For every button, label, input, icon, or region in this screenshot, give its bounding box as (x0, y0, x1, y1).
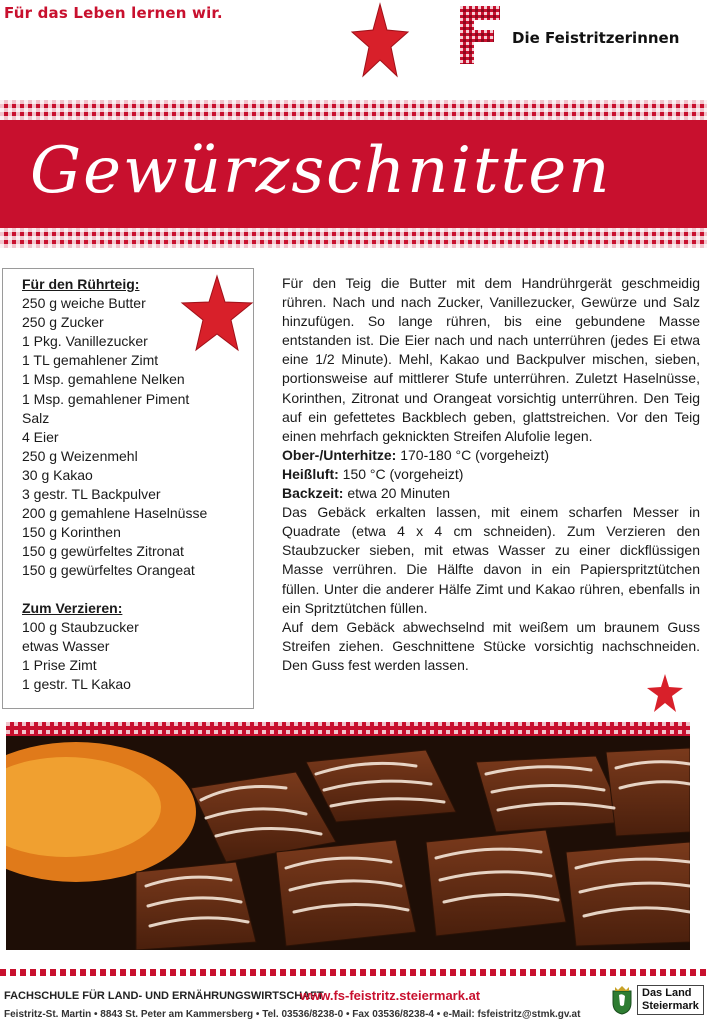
ingredient-item: 250 g weiche Butter (22, 295, 146, 312)
convection-heat (282, 465, 700, 484)
school-website-link[interactable]: www.fs-feistritz.steiermark.at (300, 988, 481, 1003)
decor-list (22, 618, 253, 694)
ingredient-item: 1 Prise Zimt (22, 656, 97, 673)
red-checkered-f-icon (460, 6, 500, 64)
school-address: Feistritz-St. Martin • 8843 St. Peter am Kammersberg • Tel. 03536/8238-0 • Fax 03536/8238-4 • e-Mail: fsfeistritz@stmk.gv.at (4, 1009, 581, 1020)
footer-divider (0, 969, 707, 976)
land-name (637, 985, 704, 1015)
land-steiermark-logo (611, 985, 704, 1015)
red-star-icon (350, 2, 410, 80)
ingredient-item: etwas Wasser (22, 637, 110, 654)
recipe-title: Gewürzschnitten (30, 134, 612, 208)
ingredient-item: 1 Msp. gemahlene Nelken (22, 371, 185, 388)
ingredient-item: Salz (22, 409, 50, 426)
ingredient-item: 150 g gewürfeltes Orangeat (22, 562, 195, 579)
ingredient-item: 100 g Staubzucker (22, 618, 139, 635)
convection-label: Heißluft: (282, 465, 339, 482)
ingredient-item: 3 gestr. TL Backpulver (22, 486, 161, 503)
title-banner (0, 100, 707, 248)
top-bottom-heat-label: Ober-/Unterhitze: (282, 446, 397, 463)
decor-heading: Zum Verzieren: (22, 599, 123, 616)
ingredient-item: 200 g gemahlene Haselnüsse (22, 505, 208, 522)
styria-crest-icon (611, 985, 633, 1015)
ingredient-item: 150 g gewürfeltes Zitronat (22, 543, 184, 560)
top-bottom-heat (282, 446, 700, 465)
bake-time-label: Backzeit: (282, 485, 344, 502)
ingredient-item: 1 TL gemahlener Zimt (22, 352, 159, 369)
ingredient-item: 250 g Zucker (22, 314, 104, 331)
bake-time (282, 484, 700, 503)
ingredient-item: 150 g Korinthen (22, 524, 121, 541)
instructions-finish: Auf dem Gebäck abwechselnd mit weißem um braunem Guss Streifen ziehen. Geschnittene Stücke vorsichtig nachschneiden. Den Guss fest werden lassen. (282, 618, 700, 673)
ingredient-item: 1 Msp. gemahlener Piment (22, 390, 190, 407)
ingredient-item: 1 gestr. TL Kakao (22, 675, 131, 692)
brand (460, 6, 679, 64)
top-bottom-heat-value: 170-180 °C (vorgeheizt) (396, 446, 550, 463)
ingredient-item: 250 g Weizenmehl (22, 447, 138, 464)
ingredient-item: 1 Pkg. Vanillezucker (22, 333, 148, 350)
red-star-icon (646, 673, 684, 713)
instructions-intro: Für den Teig die Butter mit dem Handrührgerät geschmeidig rühren. Nach und nach Zucker, Vanillezucker, Gewürze und Salz hinzufügen. So lange rühren, bis eine gebundene Masse entstanden ist. Die Eier nach und nach unterrühren (jedes Ei etwa eine 1/2 Minute). Mehl, Kakao und Backpulver mischen, sieben, portionsweise auf mittlerer Stufe unterrühren. Zuletzt Haselnüsse, Korinthen, Zitronat und Orangeat vorsichtig unterrühren. Den Teig auf ein gefettetes Backblech geben, glattstreichen. Vor den Teig einen mehrfach geknickten Streifen Alufolie legen. (282, 275, 700, 444)
checkered-border-bottom (0, 228, 707, 248)
ingredient-item: 4 Eier (22, 428, 59, 445)
spice-cake-squares-photo (6, 722, 690, 950)
ingredient-item: 30 g Kakao (22, 466, 93, 483)
instructions (282, 274, 700, 675)
instructions-cooling: Das Gebäck erkalten lassen, mit einem scharfen Messer in Quadrate (etwa 4 x 4 cm schneiden). Zum Verzieren den Staubzucker sieben, mit etwas Wasser zu einer dickflüssigen Masse verrühren. Die Hälfte davon in ein Papierspritztütchen füllen. Unter die anderer Hälfe Zimt und Kakao rühren, ebenfalls in ein Spritztütchen füllen. (282, 504, 700, 616)
convection-value: 150 °C (vorgeheizt) (338, 465, 464, 482)
brand-name: Die Feistritzerinnen (512, 29, 680, 47)
school-name: FACHSCHULE FÜR LAND- UND ERNÄHRUNGSWIRTSCHAFT (4, 990, 324, 1002)
dough-heading: Für den Rührteig: (22, 276, 140, 292)
land-name-line2: Steiermark (642, 1000, 699, 1012)
land-name-line1: Das Land (642, 987, 692, 999)
bake-time-value: etwa 20 Minuten (343, 485, 451, 502)
motto: Für das Leben lernen wir. (4, 4, 223, 22)
checkered-border-top (0, 100, 707, 120)
red-star-icon (180, 274, 254, 352)
